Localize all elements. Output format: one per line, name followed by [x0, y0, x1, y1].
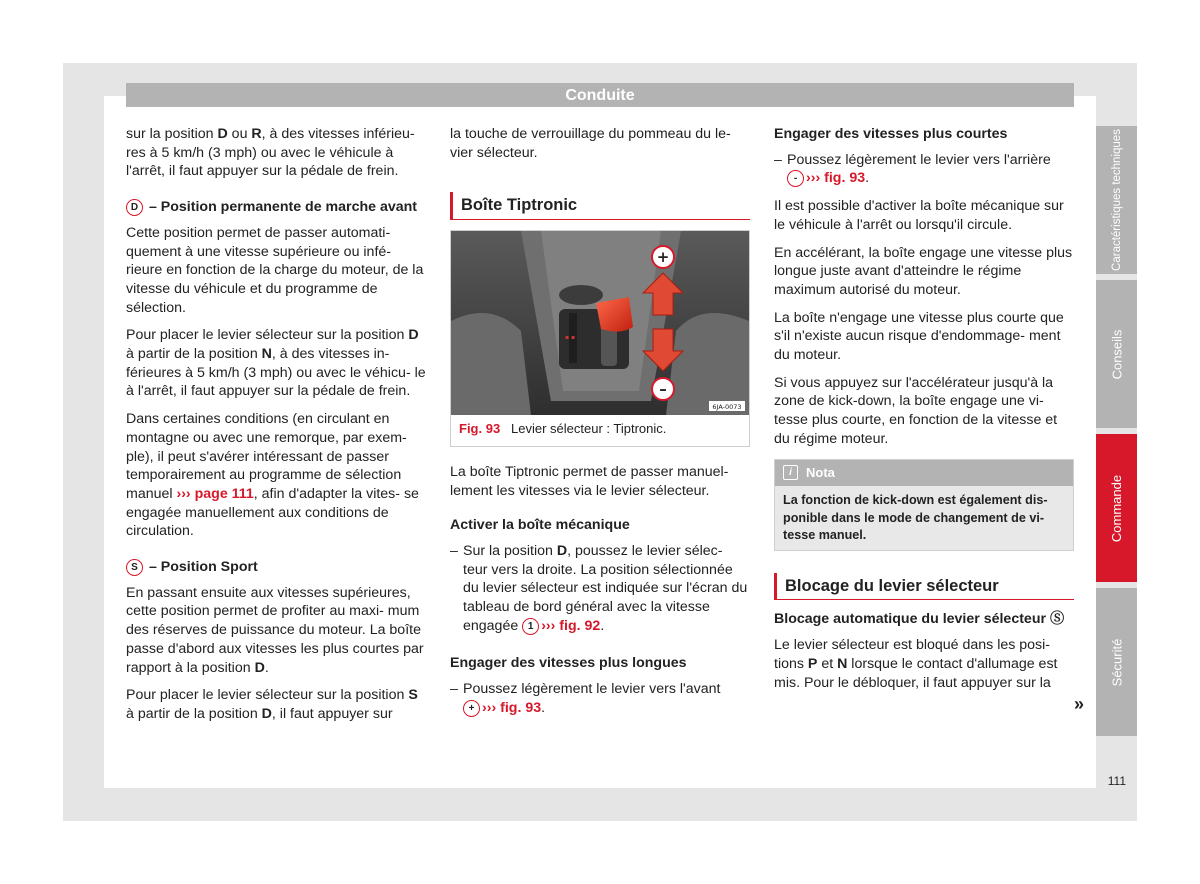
subheading: Engager des vitesses plus courtes	[774, 126, 1008, 142]
svg-text:▪ ▪: ▪ ▪	[565, 334, 576, 342]
gear-d-badge: D	[126, 199, 143, 216]
tab-conseils[interactable]: Conseils	[1096, 280, 1137, 428]
section-title-blocage: Blocage du levier sélecteur	[774, 573, 1074, 601]
tab-commande[interactable]: Commande	[1096, 434, 1137, 582]
paragraph: sur la position D ou R, à des vitesses inférieu- res à 5 km/h (3 mph) ou avec le véhicule à l'arrêt, il faut appuyer sur la pédale de frein.	[126, 126, 415, 180]
figure-code: 6JA-0073	[712, 403, 742, 412]
paragraph: Pour placer le levier sélecteur sur la position S à partir de la position D, il faut appuyer sur	[126, 687, 418, 722]
figure-link[interactable]: ››› fig. 92	[541, 617, 601, 634]
subheading: Activer la boîte mécanique	[450, 517, 630, 534]
figure-caption: Fig. 93 Levier sélecteur : Tiptronic.	[459, 421, 667, 437]
paragraph: Il est possible d'activer la boîte mécanique sur le véhicule à l'arrêt ou lorsqu'il circule.	[774, 198, 1064, 233]
paragraph: La boîte n'engage une vitesse plus courte que s'il n'existe aucun risque d'endommage- ment du moteur.	[774, 309, 1064, 364]
shift-lock-icon: Ⓢ	[1049, 611, 1065, 628]
subheading: Blocage automatique du levier sélecteur Ⓢ	[774, 611, 1065, 628]
note-header: i Nota	[775, 460, 1073, 487]
paragraph: Le levier sélecteur est bloqué dans les posi- tions P et N lorsque le contact d'allumage est mis. Pour le débloquer, il faut appuyer sur la	[774, 637, 1058, 691]
page-number: 111	[1107, 774, 1126, 788]
continue-icon: »	[1074, 694, 1085, 714]
subheading-s: S – Position Sport	[126, 558, 426, 577]
list-item: – Poussez légèrement le levier vers l'avant + ››› fig. 93.	[450, 681, 721, 716]
chapter-header: Conduite	[126, 83, 1074, 107]
gear-s-badge: S	[126, 559, 143, 576]
figure-93	[450, 230, 750, 447]
svg-text:–: –	[659, 380, 667, 399]
figure-link[interactable]: ››› fig. 93	[482, 699, 542, 716]
note-body: La fonction de kick-down est également dis- ponible dans le mode de changement de vi- tesse manuel.	[783, 493, 1048, 543]
gear-lever-illustration	[451, 231, 749, 415]
seat-right	[666, 313, 749, 415]
tab-caracteristiques-techniques[interactable]: Caractéristiques techniques	[1096, 126, 1137, 274]
display-badge: 1	[522, 618, 539, 635]
paragraph: Cette position permet de passer automati- quement à une vitesse supérieure ou infé- rieure en fonction de la charge du moteur, de la vitesse du véhicule et du programme de sélection.	[126, 224, 424, 316]
column-3	[774, 125, 1074, 701]
paragraph: Dans certaines conditions (en circulant en montagne ou avec une remorque, par exem- ple), il peut s'avérer intéressant de passer temporairement au programme de sélection manuel ››› page 111, afin d'adapter la vites- se engagée manuellement aux conditions de circulation.	[126, 411, 419, 540]
tab-securite[interactable]: Sécurité	[1096, 588, 1137, 736]
paragraph: En passant ensuite aux vitesses supérieures, cette position permet de profiter au maxi- mum des réserves de puissance du moteur. La boîte passe d'abord aux vitesses les plus courtes par rapport à la position D.	[126, 584, 424, 676]
figure-link[interactable]: ››› fig. 93	[806, 170, 866, 187]
list-item: – Poussez légèrement le levier vers l'arrière - ››› fig. 93.	[774, 151, 1051, 187]
subheading: Engager des vitesses plus longues	[450, 655, 687, 672]
paragraph: Pour placer le levier sélecteur sur la position D à partir de la position N, à des vitesses in- férieures à 5 km/h (3 mph) ou avec le véhicu- le à l'arrêt, il faut appuyer sur la pédale de frein.	[126, 327, 426, 400]
plus-badge: +	[463, 700, 480, 717]
paragraph: La boîte Tiptronic permet de passer manuel- lement les vitesses via le levier sélecteur.	[450, 463, 729, 499]
note-box	[774, 459, 1074, 551]
list-item: – Sur la position D, poussez le levier sélec- teur vers la droite. La position sélectionnée du levier sélecteur est indiquée sur l'écran du tableau de bord général avec la vitesse engagée 1 ››› fig. 92.	[450, 542, 748, 634]
section-title-tiptronic: Boîte Tiptronic	[450, 192, 750, 220]
figure-image	[451, 231, 749, 415]
paragraph: Si vous appuyez sur l'accélérateur jusqu'à la zone de kick-down, la boîte engage une vi- tesse plus courte, en fonction de la vitesse et du régime moteur.	[774, 374, 1058, 447]
page-link[interactable]: ››› page 111	[176, 485, 254, 502]
column-1	[126, 125, 426, 733]
lever-knob	[596, 297, 633, 332]
paragraph: la touche de verrouillage du pommeau du le- vier sélecteur.	[450, 126, 731, 161]
cup-holder	[559, 285, 603, 305]
minus-badge: -	[787, 170, 804, 187]
info-icon: i	[783, 465, 798, 480]
svg-text:+: +	[656, 248, 670, 267]
paragraph: En accélérant, la boîte engage une vitesse plus longue juste avant d'atteindre le régime maximum autorisé du moteur.	[774, 244, 1073, 298]
column-2	[450, 125, 750, 727]
subheading-d: D – Position permanente de marche avant	[126, 198, 426, 217]
